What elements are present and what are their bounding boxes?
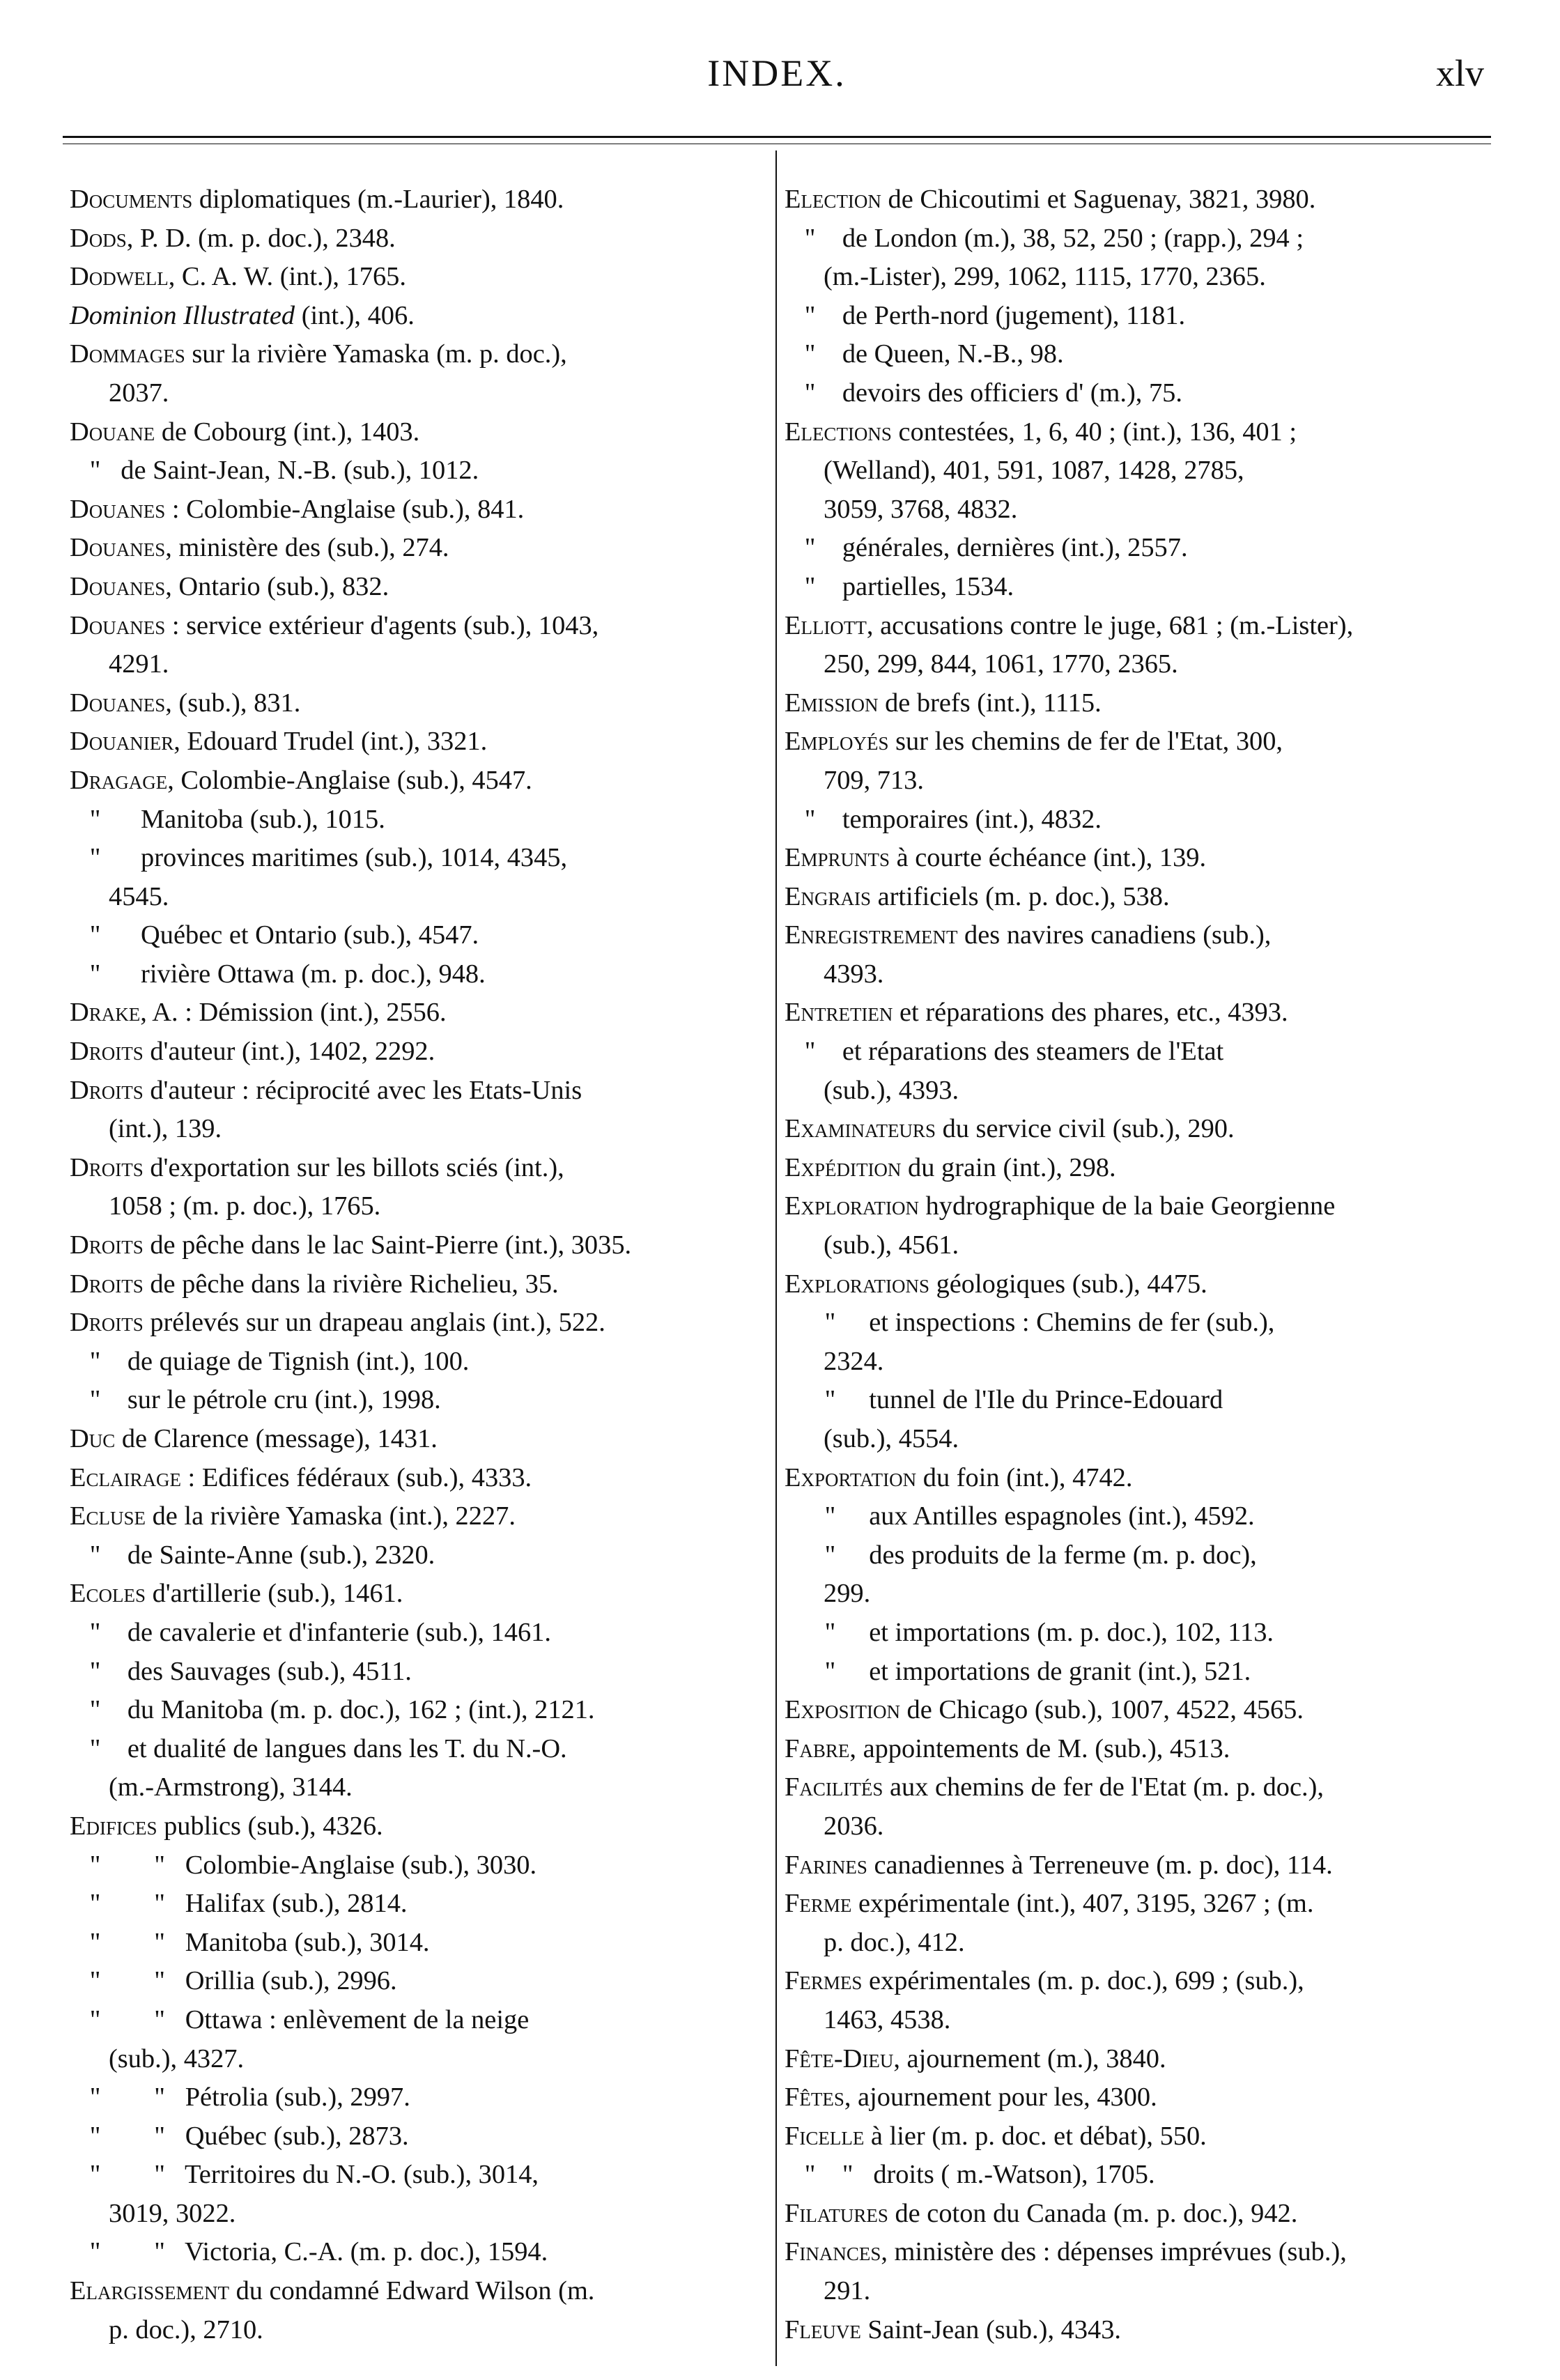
index-entry: [785, 529, 1483, 568]
index-entry-line: Dragage, Colombie-Anglaise (sub.), 4547.: [70, 765, 532, 795]
index-entry-line: " " Victoria, C.-A. (m. p. doc.), 1594.: [70, 2237, 548, 2267]
index-entry-line: " de quiage de Tignish (int.), 100.: [70, 1346, 470, 1376]
index-entry: [70, 2272, 759, 2349]
index-entry: [785, 1265, 1483, 1304]
index-entry: [70, 258, 759, 297]
index-entry: [70, 955, 759, 994]
index-entry-line: " et importations (m. p. doc.), 102, 113.: [785, 1617, 1274, 1647]
right-index-column: [785, 180, 1483, 2349]
index-entry-line: Documents diplomatiques (m.-Laurier), 1840.: [70, 185, 564, 214]
index-headword: Douanes: [70, 533, 166, 563]
index-entry: [70, 1149, 759, 1226]
index-entry-line: " " Québec (sub.), 2873.: [70, 2121, 409, 2151]
page-title: INDEX.: [707, 52, 847, 94]
index-headword: Finances: [785, 2237, 881, 2267]
index-entry-continuation: 1058 ; (m. p. doc.), 1765.: [109, 1191, 381, 1221]
index-entry: [70, 1924, 759, 1963]
index-entry-line: Fleuve Saint-Jean (sub.), 4343.: [785, 2315, 1122, 2344]
index-entry-line: Duc de Clarence (message), 1431.: [70, 1424, 438, 1453]
index-entry: [785, 722, 1483, 800]
index-entry-line: " du Manitoba (m. p. doc.), 162 ; (int.), 2121.: [70, 1695, 595, 1725]
index-entry-line: " rivière Ottawa (m. p. doc.), 948.: [70, 959, 486, 989]
index-entry-line: Dommages sur la rivière Yamaska (m. p. doc.),: [70, 339, 567, 369]
index-entry: [70, 722, 759, 762]
index-entry-line: " de Perth-nord (jugement), 1181.: [785, 300, 1186, 330]
index-entry: [785, 1304, 1483, 1381]
index-entry-continuation: 3059, 3768, 4832.: [824, 494, 1018, 524]
index-entry-line: " de Sainte-Anne (sub.), 2320.: [70, 1540, 435, 1570]
index-entry: [70, 297, 759, 336]
index-entry: [70, 1304, 759, 1343]
index-headword: Douane: [70, 417, 155, 447]
index-entry-line: Droits prélevés sur un drapeau anglais (int.), 522.: [70, 1308, 605, 1338]
index-entry: [785, 1691, 1483, 1730]
index-headword: Edifices: [70, 1811, 157, 1841]
index-entry: [70, 335, 759, 412]
index-entry: [70, 1691, 759, 1730]
index-entry-line: Explorations géologiques (sub.), 4475.: [785, 1269, 1207, 1299]
index-entry-line: " provinces maritimes (sub.), 1014, 4345,: [70, 843, 568, 873]
index-entry: [785, 684, 1483, 723]
index-entry: [785, 1110, 1483, 1149]
index-entry-line: Emission de brefs (int.), 1115.: [785, 688, 1102, 718]
index-entry-continuation: 3019, 3022.: [109, 2198, 236, 2228]
index-entry: [70, 1497, 759, 1536]
index-entry-continuation: 2324.: [824, 1346, 884, 1376]
index-entry: [70, 180, 759, 219]
index-entry-line: " et réparations des steamers de l'Etat: [785, 1037, 1224, 1067]
index-entry-continuation: (m.-Armstrong), 3144.: [109, 1772, 353, 1802]
index-entry-line: " " Territoires du N.-O. (sub.), 3014,: [70, 2160, 539, 2190]
index-entry: [70, 1885, 759, 1924]
index-headword: Emprunts: [785, 843, 890, 873]
index-entry-line: Ficelle à lier (m. p. doc. et débat), 550.: [785, 2121, 1207, 2151]
index-entry: [70, 2001, 759, 2078]
index-entry: [70, 607, 759, 684]
index-entry-line: Dodwell, C. A. W. (int.), 1765.: [70, 262, 406, 292]
index-entry: [70, 839, 759, 916]
index-entry-line: " des produits de la ferme (m. p. doc),: [785, 1540, 1257, 1570]
index-entry-line: Finances, ministère des : dépenses imprévues (sub.),: [785, 2237, 1347, 2267]
index-headword: Fermes: [785, 1966, 863, 1996]
index-entry-line: " et inspections : Chemins de fer (sub.),: [785, 1308, 1275, 1338]
index-entry: [785, 839, 1483, 878]
index-entry-line: Elliott, accusations contre le juge, 681 ; (m.-Lister),: [785, 610, 1354, 640]
index-headword: Enregistrement: [785, 920, 958, 950]
index-entry-continuation: p. doc.), 412.: [824, 1927, 965, 1957]
index-entry-line: " " Manitoba (sub.), 3014.: [70, 1927, 430, 1957]
index-headword: Exportation: [785, 1462, 917, 1492]
index-entry-continuation: 4393.: [824, 959, 884, 989]
index-entry-continuation: 2036.: [824, 1811, 884, 1841]
index-entry: [785, 801, 1483, 840]
index-entry-line: Fête-Dieu, ajournement (m.), 3840.: [785, 2043, 1166, 2073]
index-entry-line: " Québec et Ontario (sub.), 4547.: [70, 920, 479, 950]
index-headword: Ferme: [785, 1889, 852, 1919]
index-entry: [70, 568, 759, 607]
index-entry-line: Fêtes, ajournement pour les, 4300.: [785, 2082, 1157, 2112]
index-entry-line: Facilités aux chemins de fer de l'Etat (m. p. doc.),: [785, 1772, 1325, 1802]
index-headword: Douanes: [70, 494, 166, 524]
index-headword: Douanes: [70, 610, 166, 640]
index-entry: [785, 413, 1483, 530]
index-entry-line: Entretien et réparations des phares, etc., 4393.: [785, 998, 1288, 1028]
index-entry-line: Edifices publics (sub.), 4326.: [70, 1811, 383, 1841]
index-entry: [785, 1885, 1483, 1962]
index-entry: [785, 219, 1483, 297]
index-entry: [785, 1536, 1483, 1614]
index-entry: [70, 2078, 759, 2117]
index-entry-continuation: (m.-Lister), 299, 1062, 1115, 1770, 2365.: [824, 262, 1266, 292]
index-entry-line: Droits d'auteur : réciprocité avec les Etats-Unis: [70, 1075, 582, 1105]
index-entry-line: Douanes, Ontario (sub.), 832.: [70, 571, 389, 601]
index-entry-line: Engrais artificiels (m. p. doc.), 538.: [785, 881, 1170, 911]
index-entry-line: Dods, P. D. (m. p. doc.), 2348.: [70, 223, 396, 253]
index-entry: [70, 490, 759, 530]
index-title-italic: Dominion Illustrated: [70, 300, 295, 330]
index-entry-line: Exportation du foin (int.), 4742.: [785, 1462, 1133, 1492]
column-divider: [775, 150, 777, 2366]
index-entry: [70, 1962, 759, 2001]
index-entry: [70, 994, 759, 1033]
index-headword: Emission: [785, 688, 879, 718]
index-entry-line: " Manitoba (sub.), 1015.: [70, 804, 385, 834]
index-entry: [70, 219, 759, 258]
index-entry-line: Emprunts à courte échéance (int.), 139.: [785, 843, 1207, 873]
index-entry: [785, 1730, 1483, 1769]
index-entry-line: " de cavalerie et d'infanterie (sub.), 1461.: [70, 1617, 551, 1647]
index-entry: [785, 1033, 1483, 1110]
index-entry-line: Election de Chicoutimi et Saguenay, 3821, 3980.: [785, 185, 1316, 214]
index-entry-continuation: (Welland), 401, 591, 1087, 1428, 2785,: [824, 456, 1244, 486]
index-headword: Examinateurs: [785, 1114, 936, 1144]
index-entry: [70, 413, 759, 452]
index-headword: Facilités: [785, 1772, 883, 1802]
index-entry-continuation: (sub.), 4554.: [824, 1424, 959, 1453]
index-entry-line: " " droits ( m.-Watson), 1705.: [785, 2160, 1155, 2190]
index-entry-line: Elections contestées, 1, 6, 40 ; (int.), 136, 401 ;: [785, 417, 1297, 447]
index-entry-continuation: 2037.: [109, 378, 169, 408]
index-entry: [70, 1807, 759, 1846]
index-entry: [70, 1381, 759, 1420]
index-entry-line: Enregistrement des navires canadiens (sub.),: [785, 920, 1272, 950]
index-entry: [70, 801, 759, 840]
index-entry: [785, 297, 1483, 336]
index-entry-line: Fabre, appointements de M. (sub.), 4513.: [785, 1733, 1230, 1763]
index-entry-continuation: 4545.: [109, 881, 169, 911]
index-entry: [70, 1072, 759, 1149]
index-headword: Ecoles: [70, 1579, 146, 1609]
index-entry-line: Exposition de Chicago (sub.), 1007, 4522, 4565.: [785, 1695, 1304, 1725]
index-entry: [785, 568, 1483, 607]
index-entry: [785, 878, 1483, 917]
index-entry: [785, 2233, 1483, 2310]
index-entry: [785, 1187, 1483, 1265]
index-entry-continuation: 4291.: [109, 649, 169, 679]
index-entry-line: " tunnel de l'Ile du Prince-Edouard: [785, 1385, 1223, 1415]
index-entry: [70, 529, 759, 568]
index-headword: Ficelle: [785, 2121, 865, 2151]
index-entry: [70, 1536, 759, 1575]
index-entry: [70, 451, 759, 490]
index-headword: Droits: [70, 1269, 144, 1299]
index-headword: Droits: [70, 1308, 144, 1338]
index-headword: Documents: [70, 185, 193, 214]
index-entry-line: " et dualité de langues dans les T. du N.-O.: [70, 1733, 567, 1763]
index-headword: Dommages: [70, 339, 185, 369]
index-entry-continuation: (sub.), 4327.: [109, 2043, 245, 2073]
index-entry: [785, 916, 1483, 994]
index-entry-line: " " Colombie-Anglaise (sub.), 3030.: [70, 1850, 537, 1880]
index-entry-line: " générales, dernières (int.), 2557.: [785, 533, 1188, 563]
index-entry: [785, 374, 1483, 413]
index-entry: [785, 1149, 1483, 1188]
index-entry-line: Ferme expérimentale (int.), 407, 3195, 3267 ; (m.: [785, 1889, 1314, 1919]
index-headword: Elargissement: [70, 2276, 229, 2306]
index-headword: Elliott: [785, 610, 867, 640]
index-headword: Farines: [785, 1850, 867, 1880]
index-entry-continuation: 1463, 4538.: [824, 2004, 951, 2034]
index-entry: [785, 1381, 1483, 1458]
index-headword: Elections: [785, 417, 892, 447]
index-entry-line: Farines canadiennes à Terreneuve (m. p. doc), 114.: [785, 1850, 1333, 1880]
index-entry: [70, 762, 759, 801]
index-entry: [70, 1653, 759, 1692]
index-headword: Fête-Dieu: [785, 2043, 894, 2073]
index-entry-line: Douanier, Edouard Trudel (int.), 3321.: [70, 727, 488, 757]
index-entry-line: Droits de pêche dans le lac Saint-Pierre (int.), 3035.: [70, 1230, 632, 1260]
index-entry-continuation: (sub.), 4561.: [824, 1230, 959, 1260]
index-headword: Engrais: [785, 881, 871, 911]
index-entry-line: " sur le pétrole cru (int.), 1998.: [70, 1385, 441, 1415]
index-entry-line: " temporaires (int.), 4832.: [785, 804, 1102, 834]
index-entry-line: " des Sauvages (sub.), 4511.: [70, 1656, 412, 1686]
index-entry-line: Examinateurs du service civil (sub.), 290.: [785, 1114, 1235, 1144]
page-number: xlv: [1435, 52, 1484, 94]
index-headword: Fleuve: [785, 2315, 861, 2344]
index-entry-line: " de Queen, N.-B., 98.: [785, 339, 1064, 369]
index-entry: [785, 2311, 1483, 2350]
index-entry-line: Elargissement du condamné Edward Wilson (m.: [70, 2276, 595, 2306]
index-entry: [785, 1962, 1483, 2039]
header-rule-thick: [63, 136, 1491, 138]
index-entry: [70, 1730, 759, 1807]
index-entry: [70, 1614, 759, 1653]
index-entry-line: Ecoles d'artillerie (sub.), 1461.: [70, 1579, 403, 1609]
index-entry: [785, 1768, 1483, 1846]
index-entry: [785, 180, 1483, 219]
index-entry: [785, 1653, 1483, 1692]
index-headword: Douanes: [70, 688, 166, 718]
index-entry-line: " " Orillia (sub.), 2996.: [70, 1966, 397, 1996]
index-entry-line: Exploration hydrographique de la baie Georgienne: [785, 1191, 1336, 1221]
index-headword: Droits: [70, 1152, 144, 1182]
index-entry: [785, 607, 1483, 684]
index-entry-line: Eclairage : Edifices fédéraux (sub.), 4333.: [70, 1462, 532, 1492]
index-entry-line: " de Saint-Jean, N.-B. (sub.), 1012.: [70, 456, 479, 486]
index-headword: Explorations: [785, 1269, 929, 1299]
index-entry-line: " devoirs des officiers d' (m.), 75.: [785, 378, 1182, 408]
index-entry: [70, 684, 759, 723]
index-entry-line: Douane de Cobourg (int.), 1403.: [70, 417, 420, 447]
index-entry-line: Douanes, (sub.), 831.: [70, 688, 301, 718]
left-index-column: [70, 180, 759, 2349]
index-headword: Droits: [70, 1037, 144, 1067]
index-headword: Election: [785, 185, 881, 214]
index-entry-line: Drake, A. : Démission (int.), 2556.: [70, 998, 447, 1028]
index-entry: [70, 1575, 759, 1614]
index-entry-line: Droits d'auteur (int.), 1402, 2292.: [70, 1037, 435, 1067]
index-entry-line: Employés sur les chemins de fer de l'Etat, 300,: [785, 727, 1283, 757]
index-entry-line: Ecluse de la rivière Yamaska (int.), 2227.: [70, 1501, 516, 1531]
index-entry: [785, 2195, 1483, 2234]
index-entry-continuation: 299.: [824, 1579, 871, 1609]
index-headword: Entretien: [785, 998, 893, 1028]
index-headword: Filatures: [785, 2198, 888, 2228]
index-entry-line: Expédition du grain (int.), 298.: [785, 1152, 1116, 1182]
index-entry: [70, 2233, 759, 2272]
index-entry-line: " " Pétrolia (sub.), 2997.: [70, 2082, 410, 2112]
index-headword: Fabre: [785, 1733, 850, 1763]
index-entry-continuation: 291.: [824, 2276, 871, 2306]
index-entry: [785, 2156, 1483, 2195]
index-entry: [785, 1497, 1483, 1536]
index-headword: Dodwell: [70, 262, 169, 292]
index-headword: Droits: [70, 1230, 144, 1260]
index-entry-line: Douanes : service extérieur d'agents (sub.), 1043,: [70, 610, 599, 640]
index-entry: [70, 1033, 759, 1072]
index-entry-line: " et importations de granit (int.), 521.: [785, 1656, 1251, 1686]
index-entry-continuation: 709, 713.: [824, 765, 924, 795]
index-entry: [785, 2078, 1483, 2117]
index-entry: [785, 1846, 1483, 1885]
index-entry: [785, 994, 1483, 1033]
index-entry: [785, 2117, 1483, 2156]
index-headword: Expédition: [785, 1152, 902, 1182]
index-headword: Dragage: [70, 765, 168, 795]
index-entry: [70, 916, 759, 955]
index-entry: [70, 2156, 759, 2233]
index-entry-continuation: (sub.), 4393.: [824, 1075, 959, 1105]
index-headword: Exposition: [785, 1695, 900, 1725]
index-entry-line: Douanes, ministère des (sub.), 274.: [70, 533, 449, 563]
index-entry: [70, 2117, 759, 2156]
index-entry: [785, 1614, 1483, 1653]
index-headword: Drake: [70, 998, 141, 1028]
index-headword: Employés: [785, 727, 889, 757]
index-headword: Dods: [70, 223, 127, 253]
index-headword: Droits: [70, 1075, 144, 1105]
index-headword: Douanier: [70, 727, 174, 757]
index-entry-continuation: p. doc.), 2710.: [109, 2315, 263, 2344]
index-headword: Eclairage: [70, 1462, 181, 1492]
index-entry: [785, 1459, 1483, 1498]
index-entry-line: Fermes expérimentales (m. p. doc.), 699 ; (sub.),: [785, 1966, 1304, 1996]
index-entry-line: " aux Antilles espagnoles (int.), 4592.: [785, 1501, 1255, 1531]
index-entry: [70, 1343, 759, 1382]
index-headword: Fêtes: [785, 2082, 844, 2112]
index-headword: Exploration: [785, 1191, 919, 1221]
index-entry: [70, 1459, 759, 1498]
index-entry-line: " " Ottawa : enlèvement de la neige: [70, 2004, 530, 2034]
index-entry-line: Dominion Illustrated (int.), 406.: [70, 300, 415, 330]
index-headword: Douanes: [70, 571, 166, 601]
index-entry: [785, 2040, 1483, 2079]
index-entry: [70, 1420, 759, 1459]
index-entry-line: " de London (m.), 38, 52, 250 ; (rapp.), 294 ;: [785, 223, 1304, 253]
index-entry: [70, 1846, 759, 1885]
index-entry: [70, 1265, 759, 1304]
index-entry-line: Droits de pêche dans la rivière Richelieu, 35.: [70, 1269, 559, 1299]
index-entry-continuation: (int.), 139.: [109, 1114, 222, 1144]
index-entry-line: " " Halifax (sub.), 2814.: [70, 1889, 408, 1919]
index-entry-continuation: 250, 299, 844, 1061, 1770, 2365.: [824, 649, 1178, 679]
index-entry-line: Douanes : Colombie-Anglaise (sub.), 841.: [70, 494, 525, 524]
page-header: [63, 35, 1491, 105]
index-entry: [70, 1226, 759, 1265]
index-entry-line: Droits d'exportation sur les billots sciés (int.),: [70, 1152, 564, 1182]
index-entry-line: Filatures de coton du Canada (m. p. doc.), 942.: [785, 2198, 1298, 2228]
index-headword: Ecluse: [70, 1501, 146, 1531]
index-entry: [785, 335, 1483, 374]
index-entry-line: " partielles, 1534.: [785, 571, 1014, 601]
index-headword: Duc: [70, 1424, 116, 1453]
